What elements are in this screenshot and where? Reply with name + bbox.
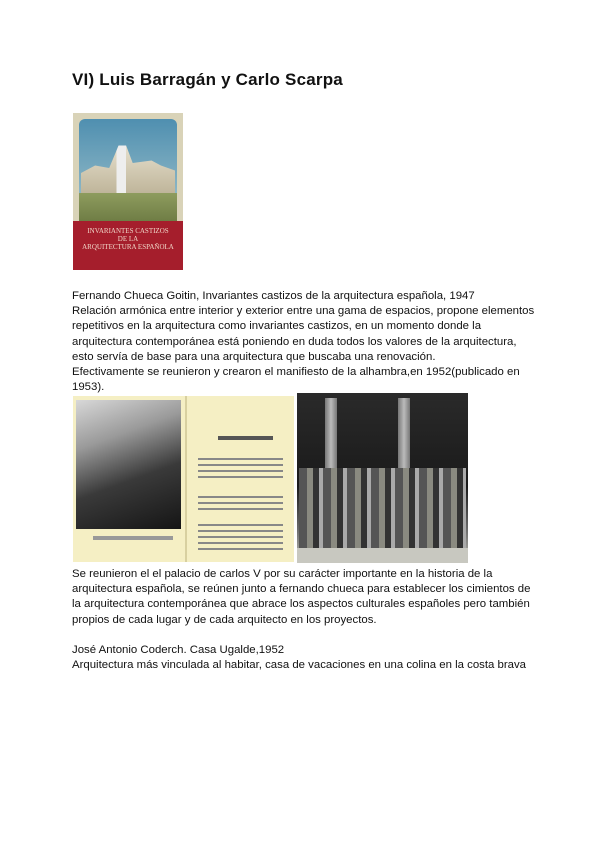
book-cover-image <box>73 113 183 270</box>
paragraph-coderch <box>72 643 526 673</box>
architects-group-photo <box>297 393 468 563</box>
text-line: arquitectura contemporánea está poniendo en duda todos los valores de la arquitectura, <box>72 335 517 348</box>
paragraph-chueca <box>72 289 534 395</box>
book-cover-lettering: INVARIANTES CASTIZOS DE LA ARQUITECTURA ESPAÑOLA <box>73 221 183 270</box>
text-line: la arquitectura contemporánea que abrace los aspectos culturales españoles pero también <box>72 598 530 611</box>
page-title: VI) Luis Barragán y Carlo Scarpa <box>72 70 343 89</box>
text-line: José Antonio Coderch. Casa Ugalde,1952 <box>72 644 285 656</box>
text-line: propios de cada lugar y de cada arquitecto en los proyectos. <box>72 613 377 626</box>
text-line: Relación armónica entre interior y exterior entre una gama de espacios, propone elementos <box>72 305 535 318</box>
text-line: Efectivamente se reunieron y crearon el manifiesto de la alhambra,en 1952(publicado en <box>72 365 520 378</box>
paragraph-palacio <box>72 567 530 628</box>
manifesto-book-spread-image <box>73 396 294 562</box>
text-line: 1953). <box>72 381 105 394</box>
text-line: Arquitectura más vinculada al habitar, casa de vacaciones en una colina en la costa brava <box>72 659 527 672</box>
text-line: Se reunieron el el palacio de carlos V por su carácter importante en la historia de la <box>72 568 493 580</box>
text-line: esto servía de base para una arquitectura que buscaba una renovación. <box>72 350 436 363</box>
text-line: arquitectura española, se reúnen junto a fernando chueca para establecer los cimientos de <box>72 583 531 596</box>
text-line: Fernando Chueca Goitin, Invariantes castizos de la arquitectura española, 1947 <box>72 290 475 302</box>
text-line: repetitivos en la arquitectura como invariantes castizos, en un momento donde la <box>72 320 482 333</box>
